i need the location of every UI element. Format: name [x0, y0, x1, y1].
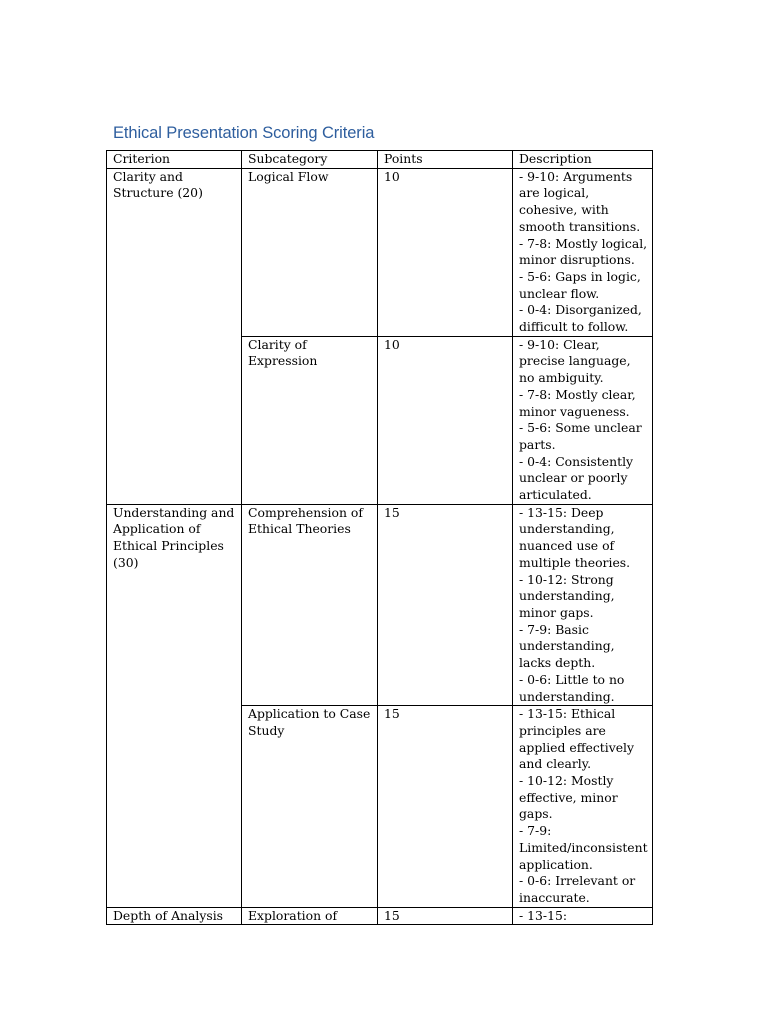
description-line: - 13-15: Deep understanding, nuanced use of multiple theories.: [519, 504, 631, 570]
description-line: - 5-6: Gaps in logic, unclear flow.: [519, 268, 641, 301]
header-subcategory: Subcategory: [242, 151, 378, 169]
description-line: - 10-12: Mostly effective, minor gaps.: [519, 773, 618, 822]
points-cell: 10: [378, 336, 513, 504]
points-cell: 15: [378, 706, 513, 907]
description-cell: [513, 504, 653, 705]
description-cell: [513, 336, 653, 504]
header-points: Points: [378, 151, 513, 169]
description-line: - 10-12: Strong understanding, minor gaps.: [519, 571, 615, 620]
description-line: - 7-9: Limited/inconsistent application.: [519, 823, 648, 872]
points-cell: 15: [378, 907, 513, 925]
description-line: - 0-6: Little to no understanding.: [519, 671, 625, 704]
description-cell: [513, 706, 653, 907]
description-line: - 7-8: Mostly logical, minor disruptions.: [519, 235, 648, 268]
description-cell: [513, 907, 653, 925]
description-line: - 0-4: Consistently unclear or poorly articulated.: [519, 453, 634, 503]
description-line: - 13-15:: [519, 907, 568, 923]
subcategory-cell: Logical Flow: [242, 168, 378, 336]
header-description: Description: [513, 151, 653, 169]
criterion-cell: Understanding and Application of Ethical Principles (30): [107, 504, 242, 907]
header-criterion: Criterion: [107, 151, 242, 169]
description-line: - 13-15: Ethical principles are applied effectively and clearly.: [519, 706, 635, 772]
subcategory-cell: Comprehension of Ethical Theories: [242, 504, 378, 705]
description-line: - 0-4: Disorganized, difficult to follow.: [519, 302, 642, 335]
table-row: [107, 168, 653, 336]
table-row: [107, 907, 653, 925]
table-header-row: [107, 151, 653, 169]
document-title: Ethical Presentation Scoring Criteria: [113, 124, 375, 142]
description-line: - 9-10: Clear, precise language, no ambiguity.: [519, 336, 631, 386]
scoring-criteria-table: [106, 150, 653, 925]
description-cell: [513, 168, 653, 336]
description-line: - 9-10: Arguments are logical, cohesive, with smooth transitions.: [519, 168, 641, 234]
description-line: - 5-6: Some unclear parts.: [519, 420, 642, 452]
subcategory-cell: Application to Case Study: [242, 706, 378, 907]
criterion-cell: Clarity and Structure (20): [107, 168, 242, 504]
description-line: - 0-6: Irrelevant or inaccurate.: [519, 873, 636, 905]
table-row: [107, 504, 653, 705]
description-line: - 7-9: Basic understanding, lacks depth.: [519, 621, 615, 671]
description-line: - 7-8: Mostly clear, minor vagueness.: [519, 386, 636, 419]
points-cell: 10: [378, 168, 513, 336]
subcategory-cell: Exploration of: [242, 907, 378, 925]
points-cell: 15: [378, 504, 513, 705]
criterion-cell: Depth of Analysis: [107, 907, 242, 925]
subcategory-cell: Clarity of Expression: [242, 336, 378, 504]
